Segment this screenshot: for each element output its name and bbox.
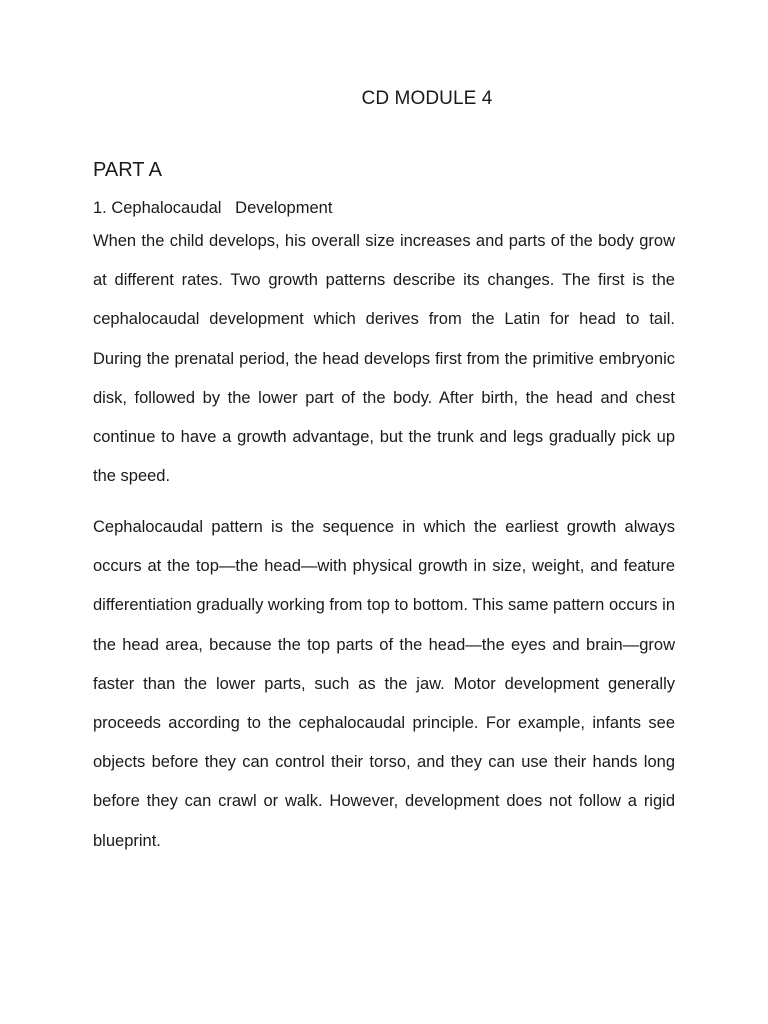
part-heading: PART A [93, 159, 162, 181]
section-heading: 1. Cephalocaudal Development [93, 199, 333, 217]
document-title: CD MODULE 4 [361, 88, 493, 109]
body-paragraph-1: When the child develops, his overall size increases and parts of the body grow at different rates. Two growth patterns describe its changes. The first is the cephalocaudal development which derives from the Latin for head to tail. During the prenatal period, the head develops first from the primitive embryonic disk, followed by the lower part of the body. After birth, the head and chest continue to have a growth advantage, but the trunk and legs gradually pick up the speed. [93, 232, 675, 486]
body-paragraph-2: Cephalocaudal pattern is the sequence in which the earliest growth always occurs at the top—the head—with physical growth in size, weight, and feature differentiation gradually working from top to bottom. This same pattern occurs in the head area, because the top parts of the head—the eyes and brain—grow faster than the lower parts, such as the jaw. Motor development generally proceeds according to the cephalocaudal principle. For example, infants see objects before they can control their torso, and they can use their hands long before they can crawl or walk. However, development does not follow a rigid blueprint. [93, 518, 675, 850]
